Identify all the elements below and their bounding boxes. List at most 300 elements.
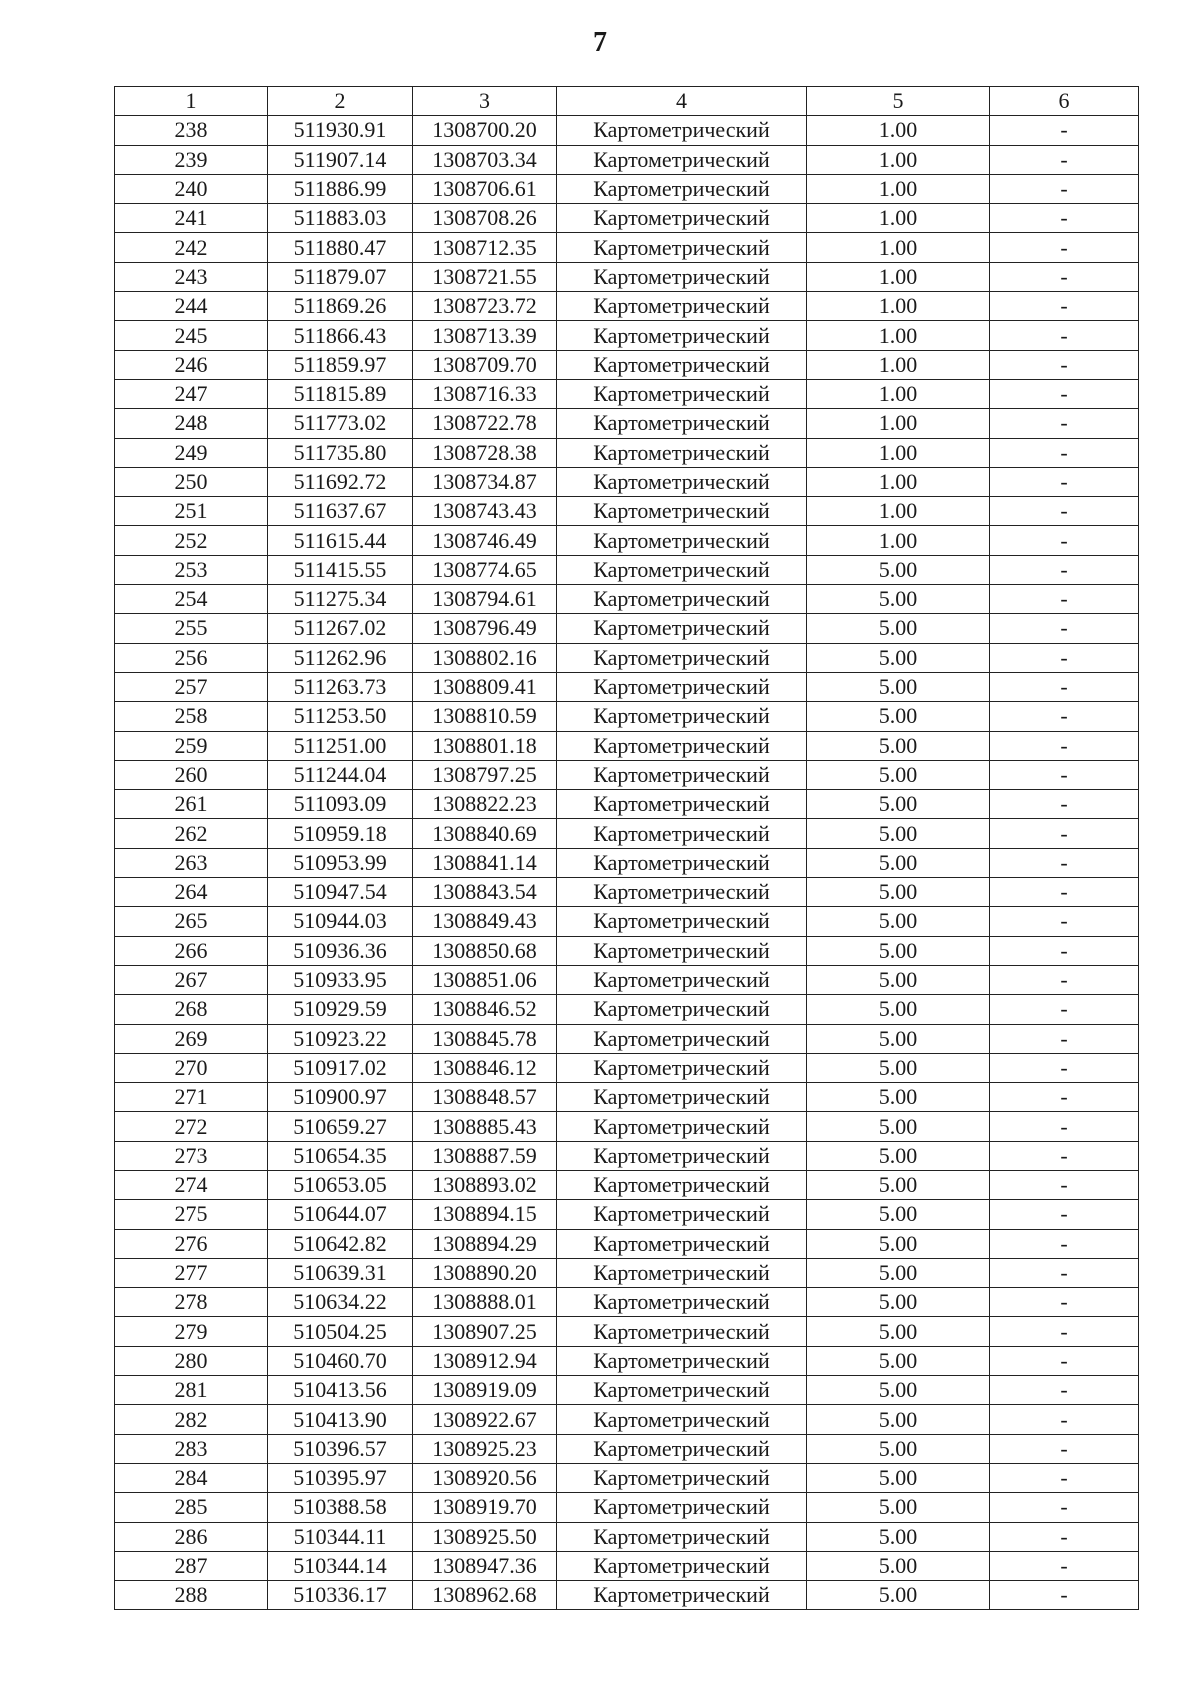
y-coordinate-cell: 1308894.15 (413, 1200, 557, 1229)
accuracy-cell: 5.00 (807, 1288, 990, 1317)
accuracy-cell: 1.00 (807, 116, 990, 145)
point-number-cell: 251 (115, 497, 268, 526)
note-cell: - (990, 233, 1139, 262)
note-cell: - (990, 614, 1139, 643)
method-cell: Картометрический (557, 233, 807, 262)
y-coordinate-cell: 1308925.23 (413, 1434, 557, 1463)
table-row (115, 1200, 1139, 1229)
table-row (115, 1376, 1139, 1405)
accuracy-cell: 5.00 (807, 1317, 990, 1346)
accuracy-cell: 5.00 (807, 702, 990, 731)
x-coordinate-cell: 511263.73 (268, 672, 413, 701)
method-cell: Картометрический (557, 1200, 807, 1229)
point-number-cell: 265 (115, 907, 268, 936)
y-coordinate-cell: 1308746.49 (413, 526, 557, 555)
point-number-cell: 243 (115, 262, 268, 291)
method-cell: Картометрический (557, 1229, 807, 1258)
accuracy-cell: 5.00 (807, 965, 990, 994)
note-cell: - (990, 1463, 1139, 1492)
accuracy-cell: 5.00 (807, 1053, 990, 1082)
x-coordinate-cell: 511773.02 (268, 409, 413, 438)
method-cell: Картометрический (557, 848, 807, 877)
point-number-cell: 259 (115, 731, 268, 760)
x-coordinate-cell: 510504.25 (268, 1317, 413, 1346)
point-number-cell: 238 (115, 116, 268, 145)
note-cell: - (990, 1200, 1139, 1229)
table-row (115, 1053, 1139, 1082)
point-number-cell: 239 (115, 145, 268, 174)
coordinates-table (114, 86, 1139, 1610)
y-coordinate-cell: 1308888.01 (413, 1288, 557, 1317)
accuracy-cell: 5.00 (807, 878, 990, 907)
point-number-cell: 274 (115, 1170, 268, 1199)
x-coordinate-cell: 511883.03 (268, 204, 413, 233)
note-cell: - (990, 262, 1139, 291)
x-coordinate-cell: 510654.35 (268, 1141, 413, 1170)
note-cell: - (990, 1493, 1139, 1522)
table-row (115, 1083, 1139, 1112)
x-coordinate-cell: 510653.05 (268, 1170, 413, 1199)
table-row (115, 1288, 1139, 1317)
note-cell: - (990, 1317, 1139, 1346)
point-number-cell: 255 (115, 614, 268, 643)
note-cell: - (990, 643, 1139, 672)
note-cell: - (990, 760, 1139, 789)
accuracy-cell: 5.00 (807, 819, 990, 848)
note-cell: - (990, 965, 1139, 994)
accuracy-cell: 1.00 (807, 409, 990, 438)
accuracy-cell: 1.00 (807, 233, 990, 262)
note-cell: - (990, 1053, 1139, 1082)
y-coordinate-cell: 1308802.16 (413, 643, 557, 672)
table-row (115, 936, 1139, 965)
x-coordinate-cell: 511692.72 (268, 467, 413, 496)
table-row (115, 145, 1139, 174)
y-coordinate-cell: 1308722.78 (413, 409, 557, 438)
point-number-cell: 281 (115, 1376, 268, 1405)
y-coordinate-cell: 1308734.87 (413, 467, 557, 496)
accuracy-cell: 5.00 (807, 1346, 990, 1375)
note-cell: - (990, 672, 1139, 701)
y-coordinate-cell: 1308846.52 (413, 995, 557, 1024)
table-row (115, 878, 1139, 907)
point-number-cell: 263 (115, 848, 268, 877)
note-cell: - (990, 1229, 1139, 1258)
y-coordinate-cell: 1308703.34 (413, 145, 557, 174)
accuracy-cell: 5.00 (807, 555, 990, 584)
method-cell: Картометрический (557, 1258, 807, 1287)
column-header-2: 2 (268, 87, 413, 116)
accuracy-cell: 1.00 (807, 379, 990, 408)
accuracy-cell: 5.00 (807, 848, 990, 877)
table-row (115, 643, 1139, 672)
x-coordinate-cell: 511869.26 (268, 292, 413, 321)
method-cell: Картометрический (557, 1112, 807, 1141)
point-number-cell: 273 (115, 1141, 268, 1170)
y-coordinate-cell: 1308846.12 (413, 1053, 557, 1082)
table-row (115, 585, 1139, 614)
x-coordinate-cell: 510396.57 (268, 1434, 413, 1463)
y-coordinate-cell: 1308894.29 (413, 1229, 557, 1258)
table-row (115, 438, 1139, 467)
point-number-cell: 277 (115, 1258, 268, 1287)
accuracy-cell: 5.00 (807, 1141, 990, 1170)
note-cell: - (990, 204, 1139, 233)
method-cell: Картометрический (557, 379, 807, 408)
point-number-cell: 242 (115, 233, 268, 262)
point-number-cell: 268 (115, 995, 268, 1024)
point-number-cell: 245 (115, 321, 268, 350)
x-coordinate-cell: 510413.90 (268, 1405, 413, 1434)
x-coordinate-cell: 510953.99 (268, 848, 413, 877)
point-number-cell: 261 (115, 790, 268, 819)
table-row (115, 1493, 1139, 1522)
point-number-cell: 286 (115, 1522, 268, 1551)
point-number-cell: 280 (115, 1346, 268, 1375)
y-coordinate-cell: 1308962.68 (413, 1581, 557, 1610)
y-coordinate-cell: 1308893.02 (413, 1170, 557, 1199)
note-cell: - (990, 497, 1139, 526)
point-number-cell: 276 (115, 1229, 268, 1258)
table-row (115, 497, 1139, 526)
y-coordinate-cell: 1308841.14 (413, 848, 557, 877)
note-cell: - (990, 145, 1139, 174)
y-coordinate-cell: 1308708.26 (413, 204, 557, 233)
x-coordinate-cell: 510944.03 (268, 907, 413, 936)
y-coordinate-cell: 1308922.67 (413, 1405, 557, 1434)
note-cell: - (990, 379, 1139, 408)
point-number-cell: 250 (115, 467, 268, 496)
y-coordinate-cell: 1308848.57 (413, 1083, 557, 1112)
point-number-cell: 247 (115, 379, 268, 408)
table-row (115, 350, 1139, 379)
point-number-cell: 254 (115, 585, 268, 614)
accuracy-cell: 5.00 (807, 1083, 990, 1112)
method-cell: Картометрический (557, 1522, 807, 1551)
table-row (115, 760, 1139, 789)
note-cell: - (990, 819, 1139, 848)
point-number-cell: 241 (115, 204, 268, 233)
x-coordinate-cell: 510344.14 (268, 1551, 413, 1580)
y-coordinate-cell: 1308709.70 (413, 350, 557, 379)
x-coordinate-cell: 510900.97 (268, 1083, 413, 1112)
point-number-cell: 270 (115, 1053, 268, 1082)
table-row (115, 292, 1139, 321)
x-coordinate-cell: 510336.17 (268, 1581, 413, 1610)
accuracy-cell: 5.00 (807, 1522, 990, 1551)
column-header-4: 4 (557, 87, 807, 116)
accuracy-cell: 1.00 (807, 497, 990, 526)
y-coordinate-cell: 1308843.54 (413, 878, 557, 907)
point-number-cell: 264 (115, 878, 268, 907)
column-header-1: 1 (115, 87, 268, 116)
accuracy-cell: 1.00 (807, 204, 990, 233)
y-coordinate-cell: 1308810.59 (413, 702, 557, 731)
point-number-cell: 248 (115, 409, 268, 438)
point-number-cell: 275 (115, 1200, 268, 1229)
method-cell: Картометрический (557, 614, 807, 643)
table-row (115, 1112, 1139, 1141)
y-coordinate-cell: 1308845.78 (413, 1024, 557, 1053)
point-number-cell: 240 (115, 174, 268, 203)
method-cell: Картометрический (557, 819, 807, 848)
accuracy-cell: 5.00 (807, 1405, 990, 1434)
accuracy-cell: 5.00 (807, 1170, 990, 1199)
x-coordinate-cell: 510936.36 (268, 936, 413, 965)
x-coordinate-cell: 510344.11 (268, 1522, 413, 1551)
y-coordinate-cell: 1308851.06 (413, 965, 557, 994)
table-row (115, 819, 1139, 848)
table-row (115, 702, 1139, 731)
y-coordinate-cell: 1308700.20 (413, 116, 557, 145)
table-body (115, 116, 1139, 1610)
accuracy-cell: 5.00 (807, 1493, 990, 1522)
method-cell: Картометрический (557, 1434, 807, 1463)
method-cell: Картометрический (557, 1170, 807, 1199)
method-cell: Картометрический (557, 1346, 807, 1375)
method-cell: Картометрический (557, 1317, 807, 1346)
point-number-cell: 288 (115, 1581, 268, 1610)
x-coordinate-cell: 510388.58 (268, 1493, 413, 1522)
method-cell: Картометрический (557, 116, 807, 145)
x-coordinate-cell: 510460.70 (268, 1346, 413, 1375)
accuracy-cell: 1.00 (807, 467, 990, 496)
table-row (115, 1346, 1139, 1375)
point-number-cell: 283 (115, 1434, 268, 1463)
accuracy-cell: 1.00 (807, 174, 990, 203)
table-row (115, 848, 1139, 877)
y-coordinate-cell: 1308822.23 (413, 790, 557, 819)
point-number-cell: 244 (115, 292, 268, 321)
table-row (115, 1581, 1139, 1610)
y-coordinate-cell: 1308925.50 (413, 1522, 557, 1551)
table-row (115, 790, 1139, 819)
point-number-cell: 279 (115, 1317, 268, 1346)
point-number-cell: 269 (115, 1024, 268, 1053)
x-coordinate-cell: 510413.56 (268, 1376, 413, 1405)
note-cell: - (990, 907, 1139, 936)
method-cell: Картометрический (557, 760, 807, 789)
table-row (115, 907, 1139, 936)
method-cell: Картометрический (557, 1493, 807, 1522)
y-coordinate-cell: 1308919.70 (413, 1493, 557, 1522)
table-row (115, 321, 1139, 350)
y-coordinate-cell: 1308706.61 (413, 174, 557, 203)
table-row (115, 1258, 1139, 1287)
x-coordinate-cell: 510642.82 (268, 1229, 413, 1258)
note-cell: - (990, 409, 1139, 438)
method-cell: Картометрический (557, 526, 807, 555)
table-row (115, 965, 1139, 994)
method-cell: Картометрический (557, 1024, 807, 1053)
accuracy-cell: 5.00 (807, 643, 990, 672)
method-cell: Картометрический (557, 878, 807, 907)
x-coordinate-cell: 511415.55 (268, 555, 413, 584)
note-cell: - (990, 585, 1139, 614)
method-cell: Картометрический (557, 936, 807, 965)
x-coordinate-cell: 510644.07 (268, 1200, 413, 1229)
point-number-cell: 262 (115, 819, 268, 848)
x-coordinate-cell: 511735.80 (268, 438, 413, 467)
x-coordinate-cell: 511930.91 (268, 116, 413, 145)
method-cell: Картометрический (557, 585, 807, 614)
table-row (115, 116, 1139, 145)
accuracy-cell: 5.00 (807, 1581, 990, 1610)
table-row (115, 262, 1139, 291)
accuracy-cell: 5.00 (807, 1229, 990, 1258)
method-cell: Картометрический (557, 1083, 807, 1112)
method-cell: Картометрический (557, 292, 807, 321)
x-coordinate-cell: 510923.22 (268, 1024, 413, 1053)
x-coordinate-cell: 511886.99 (268, 174, 413, 203)
method-cell: Картометрический (557, 907, 807, 936)
y-coordinate-cell: 1308912.94 (413, 1346, 557, 1375)
table-row (115, 174, 1139, 203)
accuracy-cell: 1.00 (807, 350, 990, 379)
accuracy-cell: 1.00 (807, 321, 990, 350)
note-cell: - (990, 1434, 1139, 1463)
x-coordinate-cell: 511253.50 (268, 702, 413, 731)
y-coordinate-cell: 1308809.41 (413, 672, 557, 701)
y-coordinate-cell: 1308907.25 (413, 1317, 557, 1346)
x-coordinate-cell: 510959.18 (268, 819, 413, 848)
table-row (115, 1434, 1139, 1463)
point-number-cell: 267 (115, 965, 268, 994)
table-row (115, 233, 1139, 262)
method-cell: Картометрический (557, 204, 807, 233)
x-coordinate-cell: 511615.44 (268, 526, 413, 555)
method-cell: Картометрический (557, 350, 807, 379)
table-row (115, 1229, 1139, 1258)
accuracy-cell: 5.00 (807, 1463, 990, 1492)
note-cell: - (990, 350, 1139, 379)
accuracy-cell: 5.00 (807, 585, 990, 614)
x-coordinate-cell: 511815.89 (268, 379, 413, 408)
note-cell: - (990, 1258, 1139, 1287)
method-cell: Картометрический (557, 262, 807, 291)
accuracy-cell: 5.00 (807, 1112, 990, 1141)
method-cell: Картометрический (557, 555, 807, 584)
method-cell: Картометрический (557, 174, 807, 203)
y-coordinate-cell: 1308801.18 (413, 731, 557, 760)
note-cell: - (990, 438, 1139, 467)
y-coordinate-cell: 1308716.33 (413, 379, 557, 408)
y-coordinate-cell: 1308890.20 (413, 1258, 557, 1287)
method-cell: Картометрический (557, 497, 807, 526)
note-cell: - (990, 878, 1139, 907)
accuracy-cell: 1.00 (807, 526, 990, 555)
note-cell: - (990, 702, 1139, 731)
accuracy-cell: 5.00 (807, 1258, 990, 1287)
table-row (115, 1317, 1139, 1346)
point-number-cell: 282 (115, 1405, 268, 1434)
y-coordinate-cell: 1308840.69 (413, 819, 557, 848)
y-coordinate-cell: 1308794.61 (413, 585, 557, 614)
method-cell: Картометрический (557, 995, 807, 1024)
table-row (115, 409, 1139, 438)
method-cell: Картометрический (557, 1405, 807, 1434)
x-coordinate-cell: 511880.47 (268, 233, 413, 262)
x-coordinate-cell: 511267.02 (268, 614, 413, 643)
x-coordinate-cell: 511907.14 (268, 145, 413, 174)
y-coordinate-cell: 1308728.38 (413, 438, 557, 467)
note-cell: - (990, 936, 1139, 965)
y-coordinate-cell: 1308849.43 (413, 907, 557, 936)
point-number-cell: 253 (115, 555, 268, 584)
note-cell: - (990, 1141, 1139, 1170)
x-coordinate-cell: 511244.04 (268, 760, 413, 789)
table-row (115, 1024, 1139, 1053)
point-number-cell: 284 (115, 1463, 268, 1492)
point-number-cell: 257 (115, 672, 268, 701)
table-row (115, 1141, 1139, 1170)
note-cell: - (990, 848, 1139, 877)
accuracy-cell: 5.00 (807, 995, 990, 1024)
accuracy-cell: 1.00 (807, 262, 990, 291)
y-coordinate-cell: 1308885.43 (413, 1112, 557, 1141)
x-coordinate-cell: 510659.27 (268, 1112, 413, 1141)
table-row (115, 204, 1139, 233)
accuracy-cell: 5.00 (807, 1434, 990, 1463)
note-cell: - (990, 995, 1139, 1024)
method-cell: Картометрический (557, 1376, 807, 1405)
note-cell: - (990, 321, 1139, 350)
note-cell: - (990, 731, 1139, 760)
x-coordinate-cell: 511251.00 (268, 731, 413, 760)
note-cell: - (990, 1083, 1139, 1112)
accuracy-cell: 5.00 (807, 731, 990, 760)
method-cell: Картометрический (557, 145, 807, 174)
table-header-row (115, 87, 1139, 116)
method-cell: Картометрический (557, 702, 807, 731)
column-header-5: 5 (807, 87, 990, 116)
accuracy-cell: 5.00 (807, 614, 990, 643)
table-row (115, 467, 1139, 496)
x-coordinate-cell: 510395.97 (268, 1463, 413, 1492)
method-cell: Картометрический (557, 1288, 807, 1317)
method-cell: Картометрический (557, 1141, 807, 1170)
point-number-cell: 258 (115, 702, 268, 731)
accuracy-cell: 1.00 (807, 292, 990, 321)
table-row (115, 731, 1139, 760)
y-coordinate-cell: 1308723.72 (413, 292, 557, 321)
x-coordinate-cell: 510933.95 (268, 965, 413, 994)
y-coordinate-cell: 1308713.39 (413, 321, 557, 350)
accuracy-cell: 5.00 (807, 907, 990, 936)
table-row (115, 614, 1139, 643)
note-cell: - (990, 1024, 1139, 1053)
x-coordinate-cell: 510634.22 (268, 1288, 413, 1317)
note-cell: - (990, 1405, 1139, 1434)
y-coordinate-cell: 1308774.65 (413, 555, 557, 584)
y-coordinate-cell: 1308743.43 (413, 497, 557, 526)
y-coordinate-cell: 1308712.35 (413, 233, 557, 262)
table-row (115, 555, 1139, 584)
note-cell: - (990, 1551, 1139, 1580)
point-number-cell: 246 (115, 350, 268, 379)
y-coordinate-cell: 1308919.09 (413, 1376, 557, 1405)
method-cell: Картометрический (557, 643, 807, 672)
y-coordinate-cell: 1308947.36 (413, 1551, 557, 1580)
method-cell: Картометрический (557, 731, 807, 760)
method-cell: Картометрический (557, 790, 807, 819)
x-coordinate-cell: 511093.09 (268, 790, 413, 819)
point-number-cell: 256 (115, 643, 268, 672)
note-cell: - (990, 467, 1139, 496)
x-coordinate-cell: 510929.59 (268, 995, 413, 1024)
table-row (115, 1551, 1139, 1580)
method-cell: Картометрический (557, 1053, 807, 1082)
